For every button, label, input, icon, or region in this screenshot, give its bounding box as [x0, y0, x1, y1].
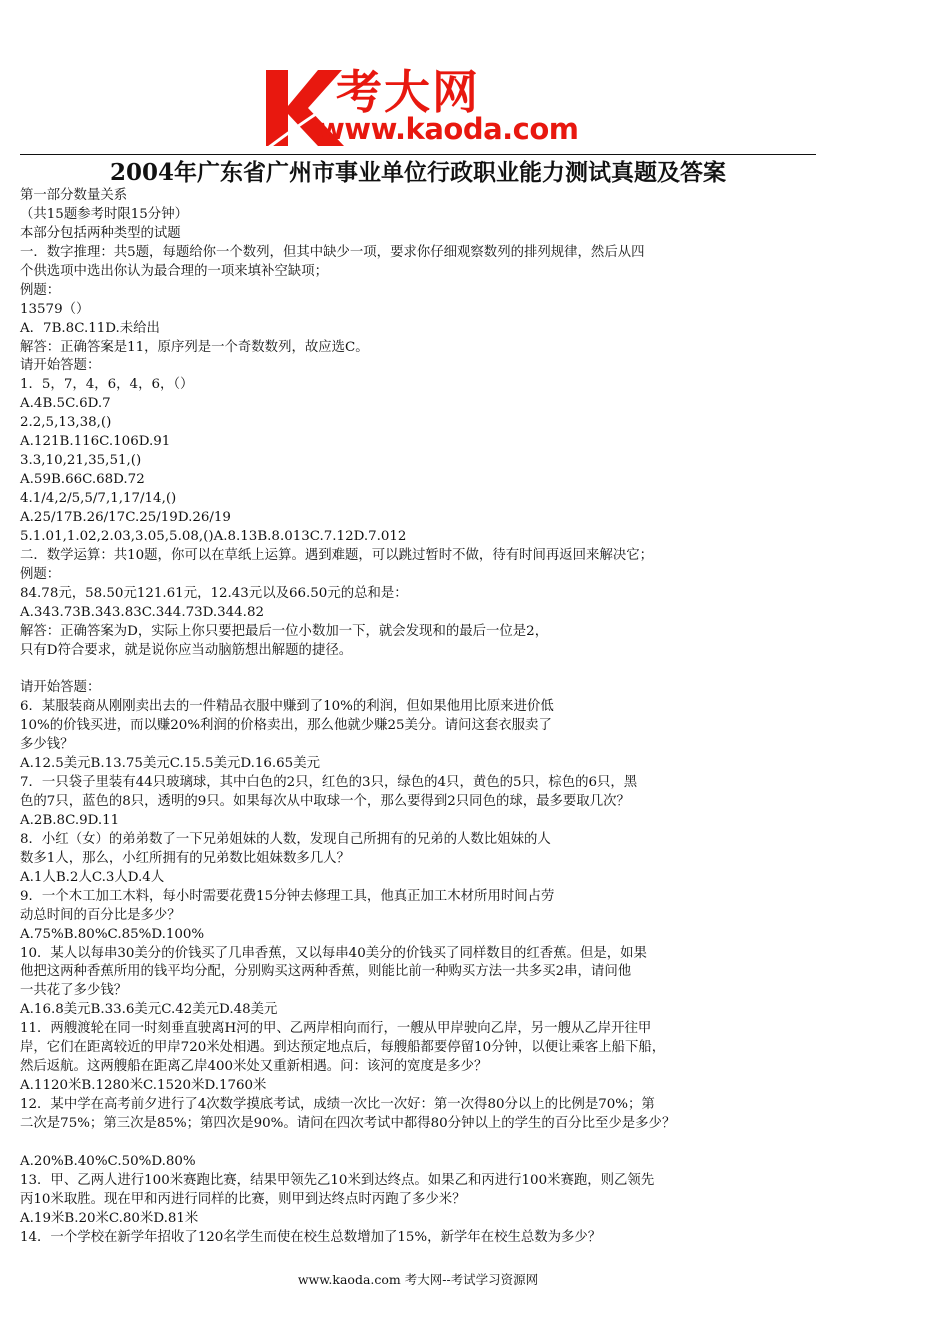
text-line: 3.3,10,21,35,51,() — [20, 453, 142, 469]
text-line: 7．一只袋子里装有44只玻璃球，其中白色的2只，红色的3只，绿色的4只，黄色的5只，棕色的6只，黑 — [20, 775, 638, 791]
text-line: 本部分包括两种类型的试题 — [20, 225, 181, 241]
text-line: A.20%B.40%C.50%D.80% — [20, 1153, 196, 1169]
text-line — [20, 1134, 820, 1153]
text-line: 6．某服装商从刚刚卖出去的一件精品衣服中赚到了10%的利润，但如果他用比原来进价低 — [20, 699, 554, 715]
document-body — [20, 187, 820, 1248]
text-line: A.75%B.80%C.85%D.100% — [20, 926, 205, 942]
text-line: 解答：正确答案为D，实际上你只要把最后一位小数加一下，就会发现和的最后一位是2， — [20, 623, 549, 639]
text-line: A.12.5美元B.13.75美元C.15.5美元D.16.65美元 — [20, 756, 320, 772]
text-line: A.16.8美元B.33.6美元C.42美元D.48美元 — [20, 1002, 278, 1018]
text-line: 岸，它们在距离较近的甲岸720米处相遇。到达预定地点后，每艘船都要停留10分钟，以便让乘客上船下船， — [20, 1040, 666, 1056]
text-line: 个供选项中选出你认为最合理的一项来填补空缺项； — [20, 263, 328, 279]
text-line: A.1人B.2人C.3人D.4人 — [20, 869, 165, 885]
text-line: 10．某人以每串30美分的价钱买了几串香蕉，又以每串40美分的价钱买了同样数目的红香蕉。但是，如果 — [20, 945, 647, 961]
logo-url-text: www.kaoda.com — [318, 112, 579, 146]
text-line: 例题： — [20, 566, 61, 582]
document-title: 2004年广东省广州市事业单位行政职业能力测试真题及答案 — [109, 159, 726, 186]
header-divider — [20, 154, 816, 155]
text-line: 请开始答题： — [20, 358, 101, 374]
text-line: 二．数学运算：共10题，你可以在草纸上运算。遇到难题，可以跳过暂时不做，待有时间再返回来解决它； — [20, 547, 654, 563]
text-line: A.2B.8C.9D.11 — [20, 812, 120, 828]
text-line: 只有D符合要求，就是说你应当动脑筋想出解题的捷径。 — [20, 642, 353, 658]
text-line: 一共花了多少钱？ — [20, 983, 128, 999]
text-line: （共15题参考时限15分钟） — [20, 206, 188, 222]
text-line: A.121B.116C.106D.91 — [20, 434, 171, 450]
text-line: 13579（） — [20, 301, 90, 317]
text-line: 例题： — [20, 282, 61, 298]
text-line: A.343.73B.343.83C.344.73D.344.82 — [20, 604, 264, 620]
text-line: 二次是75%；第三次是85%；第四次是90%。请问在四次考试中都得80分钟以上的学生的百分比至少是多少？ — [20, 1115, 676, 1131]
text-line: 5.1.01,1.02,2.03,3.05,5.08,()A.8.13B.8.013C.7.12D.7.012 — [20, 528, 407, 544]
text-line: 一．数字推理：共5题，每题给你一个数列，但其中缺少一项，要求你仔细观察数列的排列规律，然后从四 — [20, 244, 645, 260]
text-line: 2.2,5,13,38,() — [20, 415, 112, 431]
text-line: 13．甲、乙两人进行100米赛跑比赛，结果甲领先乙10米到达终点。如果乙和丙进行100米赛跑，则乙领先 — [20, 1172, 655, 1188]
text-line: 14．一个学校在新学年招收了120名学生而使在校生总数增加了15%，新学年在校生总数为多少？ — [20, 1229, 602, 1245]
text-line: 丙10米取胜。现在甲和丙进行同样的比赛，则甲到达终点时丙跑了多少米？ — [20, 1191, 466, 1207]
text-line — [20, 660, 820, 679]
text-line: 第一部分数量关系 — [20, 188, 128, 203]
text-line: 数多1人，那么，小红所拥有的兄弟数比姐妹数多几人？ — [20, 850, 350, 866]
text-line: 动总时间的百分比是多少？ — [20, 907, 181, 923]
text-line: 11．两艘渡轮在同一时刻垂直驶离H河的甲、乙两岸相向而行，一艘从甲岸驶向乙岸，另一艘从乙岸开往甲 — [20, 1021, 652, 1037]
text-line: 4.1/4,2/5,5/7,1,17/14,() — [20, 491, 177, 506]
text-line: 1．5，7，4，6，4，6，（） — [20, 377, 194, 393]
text-line: 他把这两种香蕉所用的钱平均分配，分别购买这两种香蕉，则能比前一种购买方法一共多买2串，请问他 — [20, 964, 632, 980]
text-line: A．7B.8C.11D.未给出 — [20, 320, 160, 336]
text-line: A.1120米B.1280米C.1520米D.1760米 — [20, 1078, 267, 1094]
text-line: A.25/17B.26/17C.25/19D.26/19 — [20, 509, 231, 525]
text-line: A.19米B.20米C.80米D.81米 — [20, 1210, 199, 1226]
page-footer: www.kaoda.com 考大网--考试学习资源网 — [297, 1272, 539, 1287]
text-line: 多少钱？ — [20, 737, 74, 753]
text-line: 请开始答题： — [20, 680, 101, 696]
text-line: A.4B.5C.6D.7 — [20, 396, 111, 412]
text-line: 10%的价钱买进，而以赚20%利润的价格卖出，那么他就少赚25美分。请问这套衣服卖了 — [20, 718, 552, 734]
text-line: 色的7只，蓝色的8只，透明的9只。如果每次从中取球一个，那么要得到2只同色的球，最多要取几次？ — [20, 794, 630, 809]
text-line: 8．小红（女）的弟弟数了一下兄弟姐妹的人数，发现自己所拥有的兄弟的人数比姐妹的人 — [20, 831, 551, 847]
text-line: 12．某中学在高考前夕进行了4次数学摸底考试，成绩一次比一次好：第一次得80分以上的比例是70%；第 — [20, 1097, 655, 1112]
site-logo — [258, 62, 588, 162]
text-line: 9．一个木工加工木料，每小时需要花费15分钟去修理工具，他真正加工木材所用时间占劳 — [20, 888, 555, 904]
text-line: A.59B.66C.68D.72 — [20, 472, 145, 488]
logo-chinese-text: 考大网 — [336, 65, 480, 119]
text-line: 解答：正确答案是11，原序列是一个奇数数列，故应选C。 — [20, 339, 369, 355]
text-line: 然后返航。这两艘船在距离乙岸400米处又重新相遇。问：该河的宽度是多少？ — [20, 1059, 488, 1075]
text-line: 84.78元，58.50元121.61元，12.43元以及66.50元的总和是： — [20, 585, 408, 601]
